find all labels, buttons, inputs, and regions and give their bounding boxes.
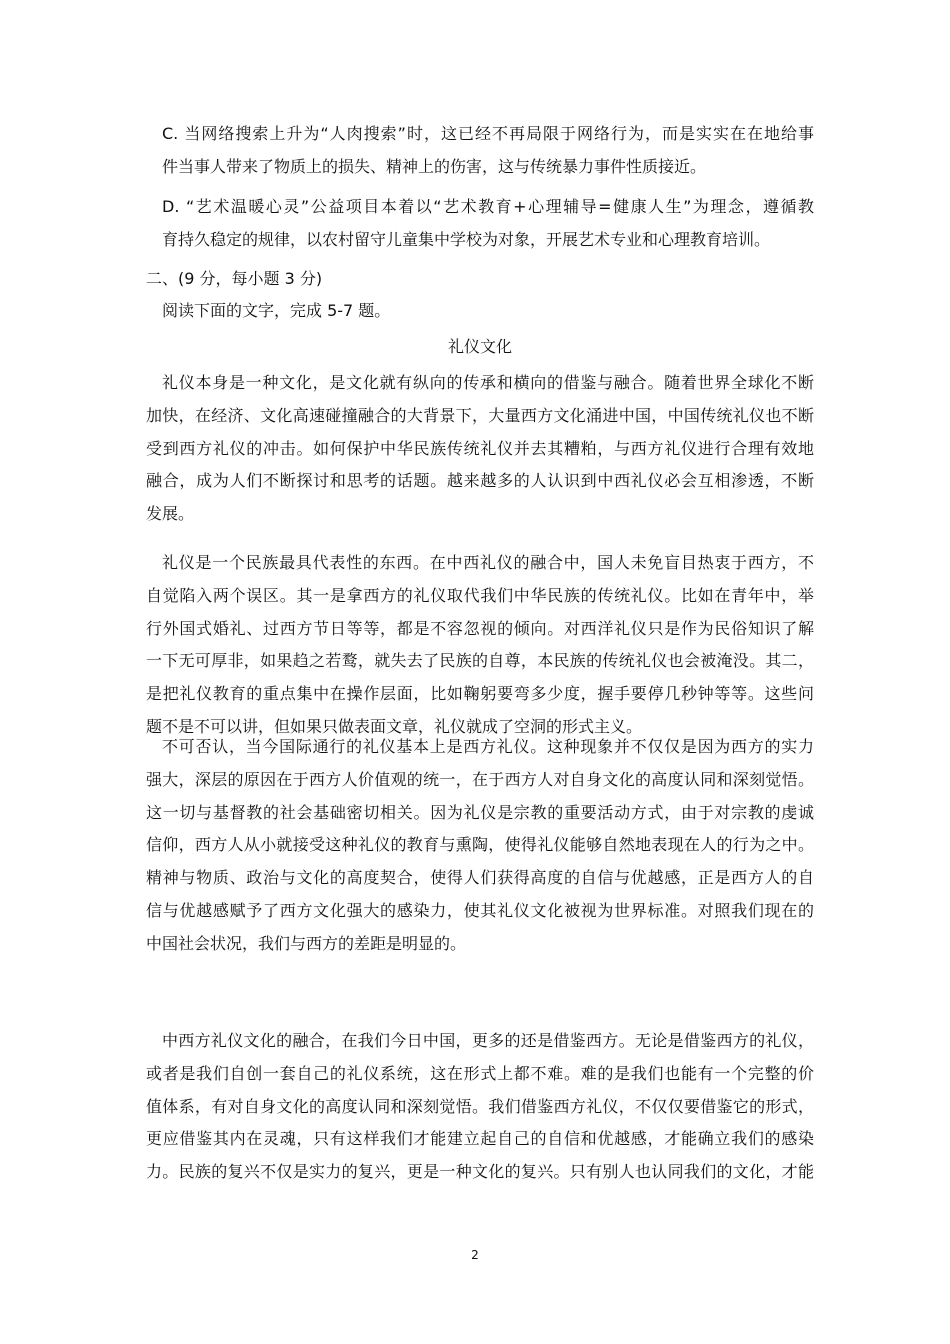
text-line: 力。民族的复兴不仅是实力的复兴，更是一种文化的复兴。只有别人也认同我们的文化，才能 [146,1162,814,1182]
option-d [146,191,814,257]
text-line: 是把礼仪教育的重点集中在操作层面，比如鞠躬要弯多少度，握手要停几秒钟等等。这些问 [146,684,814,704]
text-line: 件当事人带来了物质上的损失、精神上的伤害，这与传统暴力事件性质接近。 [162,156,707,176]
text-line: 融合，成为人们不断探讨和思考的话题。越来越多的人认识到中西礼仪必会互相渗透，不断 [146,471,814,491]
paragraph-4 [146,1025,814,1189]
text-line: 值体系，有对自身文化的高度认同和深刻觉悟。我们借鉴西方礼仪，不仅仅要借鉴它的形式， [146,1096,814,1116]
text-line: 加快，在经济、文化高速碰撞融合的大背景下，大量西方文化涌进中国，中国传统礼仪也不断 [146,405,814,425]
text-line: 强大，深层的原因在于西方人价值观的统一，在于西方人对自身文化的高度认同和深刻觉悟。 [146,769,814,789]
section-heading-text: 二、(9 分，每小题 3 分) [146,269,323,288]
text-line: C. 当网络搜索上升为“人肉搜索”时，这已经不再局限于网络行为，而是实实在在地给事 [162,124,814,143]
text-line: 更应借鉴其内在灵魂，只有这样我们才能建立起自己的自信和优越感，才能确立我们的感染 [146,1129,814,1149]
text-line: 信仰，西方人从小就接受这种礼仪的教育与熏陶，使得礼仪能够自然地表现在人的行为之中。 [146,835,814,855]
article-title: 礼仪文化 [447,337,512,356]
text-line: D. “艺术温暖心灵”公益项目本着以“艺术教育+心理辅导=健康人生”为理念，遵循教 [162,197,814,216]
section-instruction [146,295,814,328]
section-heading [146,263,814,296]
text-line: 题不是不可以讲，但如果只做表面文章，礼仪就成了空洞的形式主义。 [146,716,643,736]
text-line: 受到西方礼仪的冲击。如何保护中华民族传统礼仪并去其糟粕，与西方礼仪进行合理有效地 [146,438,814,458]
instruction-text: 阅读下面的文字，完成 5-7 题。 [162,301,391,320]
text-line: 发展。 [146,504,195,524]
text-line: 中国社会状况，我们与西方的差距是明显的。 [146,933,467,953]
option-c [146,118,814,184]
text-line: 精神与物质、政治与文化的高度契合，使得人们获得高度的自信与优越感，正是西方人的自 [146,868,814,888]
text-line: 信与优越感赋予了西方文化强大的感染力，使其礼仪文化被视为世界标准。对照我们现在的 [146,900,814,920]
text-line: 行外国式婚礼、过西方节日等等，都是不容忽视的倾向。对西洋礼仪只是作为民俗知识了解 [146,618,814,638]
paragraph-3 [146,731,814,961]
paragraph-1 [146,367,814,531]
text-line: 自觉陷入两个误区。其一是拿西方的礼仪取代我们中华民族的传统礼仪。比如在青年中，举 [146,585,814,605]
text-line: 中西方礼仪文化的融合，在我们今日中国，更多的还是借鉴西方。无论是借鉴西方的礼仪， [162,1031,814,1050]
paragraph-2 [146,547,814,744]
text-line: 礼仪本身是一种文化，是文化就有纵向的传承和横向的借鉴与融合。随着世界全球化不断 [162,373,814,392]
text-line: 育持久稳定的规律，以农村留守儿童集中学校为对象，开展艺术专业和心理教育培训。 [162,229,771,249]
text-line: 不可否认，当今国际通行的礼仪基本上是西方礼仪。这种现象并不仅仅是因为西方的实力 [162,737,814,756]
page-number: 2 [471,1248,479,1262]
text-line: 礼仪是一个民族最具代表性的东西。在中西礼仪的融合中，国人未免盲目热衷于西方，不 [162,553,814,572]
text-line: 一下无可厚非，如果趋之若鹜，就失去了民族的自尊，本民族的传统礼仪也会被淹没。其二， [146,651,814,671]
text-line: 这一切与基督教的社会基础密切相关。因为礼仪是宗教的重要活动方式，由于对宗教的虔诚 [146,802,814,822]
text-line: 或者是我们自创一套自己的礼仪系统，这在形式上都不难。难的是我们也能有一个完整的价 [146,1063,814,1083]
